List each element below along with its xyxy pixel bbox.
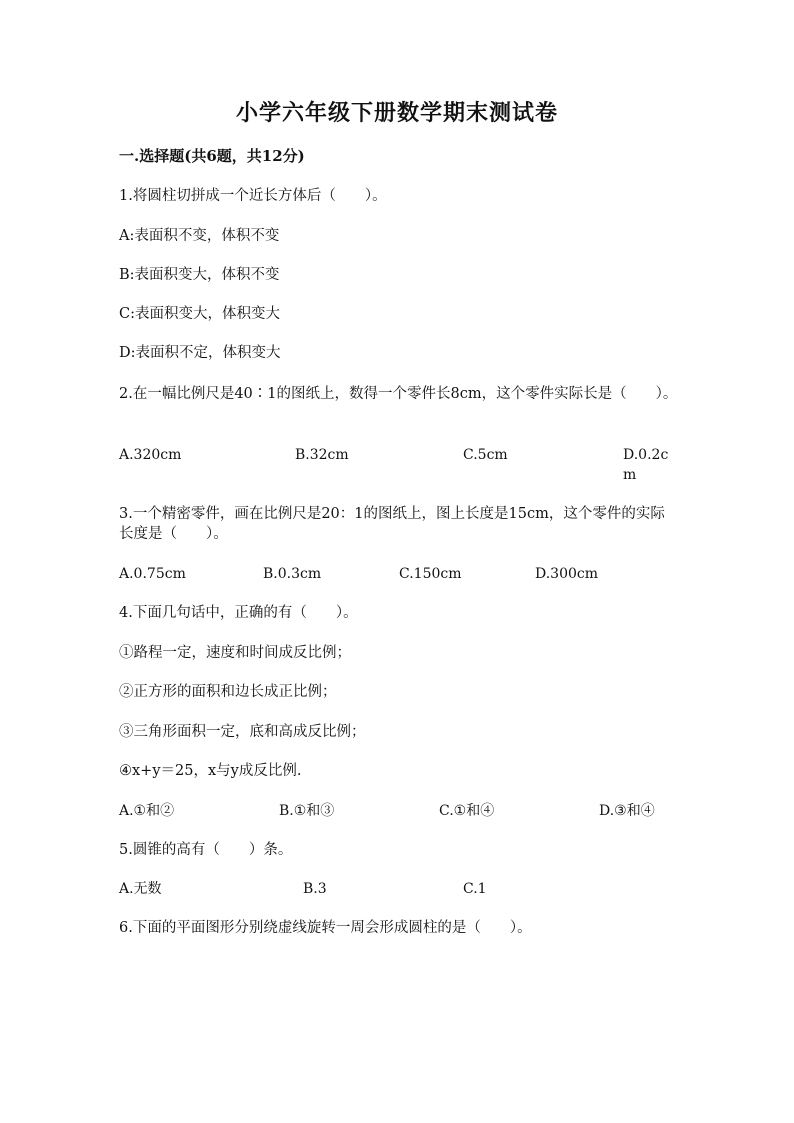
question-5-option-a[interactable]: A.无数: [119, 881, 162, 897]
question-1-option-a[interactable]: A:表面积不变，体积不变: [119, 228, 280, 244]
section-heading: 一.选择题(共6题，共12分): [119, 147, 305, 165]
question-3-option-d[interactable]: D.300cm: [535, 566, 599, 582]
question-1-stem: 1.将圆柱切拼成一个近长方体后（ ）。: [119, 188, 387, 204]
question-1-option-b[interactable]: B:表面积变大，体积不变: [119, 267, 280, 283]
question-4-option-c[interactable]: C.①和④: [439, 803, 495, 819]
question-6-stem: 6.下面的平面图形分别绕虚线旋转一周会形成圆柱的是（ ）。: [119, 920, 532, 936]
question-4-statement-1: ①路程一定，速度和时间成反比例；: [119, 645, 351, 661]
question-4-statement-3: ③三角形面积一定，底和高成反比例；: [119, 724, 366, 740]
question-4-statement-2: ②正方形的面积和边长成正比例；: [119, 684, 337, 700]
question-2-option-b[interactable]: B.32cm: [295, 447, 349, 463]
question-1-option-c[interactable]: C:表面积变大，体积变大: [119, 306, 280, 322]
question-4-option-a[interactable]: A.①和②: [119, 803, 175, 819]
question-3-option-b[interactable]: B.0.3cm: [263, 566, 322, 582]
page-title: 小学六年级下册数学期末测试卷: [235, 100, 558, 126]
question-4-option-b[interactable]: B.①和③: [279, 803, 335, 819]
question-4-stem: 4.下面几句话中，正确的有（ ）。: [119, 605, 358, 621]
question-4-option-d[interactable]: D.③和④: [599, 803, 655, 819]
question-5-option-b[interactable]: B.3: [303, 881, 327, 897]
question-5-option-c[interactable]: C.1: [463, 881, 487, 897]
question-4-statement-4: ④x+y＝25，x与y成反比例.: [119, 763, 302, 779]
question-5-stem: 5.圆锥的高有（ ）条。: [119, 842, 293, 858]
question-2-option-a[interactable]: A.320cm: [119, 447, 182, 463]
question-2-stem: 2.在一幅比例尺是40∶1的图纸上，数得一个零件长8cm，这个零件实际长是（ ）。: [119, 386, 678, 402]
question-1-option-d[interactable]: D:表面积不定，体积变大: [119, 345, 281, 361]
question-3-option-c[interactable]: C.150cm: [399, 566, 462, 582]
question-2-option-c[interactable]: C.5cm: [463, 447, 508, 463]
question-2-option-d[interactable]: D.0.2cm: [623, 447, 669, 483]
question-3-stem: 3.一个精密零件，画在比例尺是20：1的图纸上，图上长度是15cm，这个零件的实际长度是（ ）。: [119, 506, 665, 542]
question-3-option-a[interactable]: A.0.75cm: [119, 566, 186, 582]
